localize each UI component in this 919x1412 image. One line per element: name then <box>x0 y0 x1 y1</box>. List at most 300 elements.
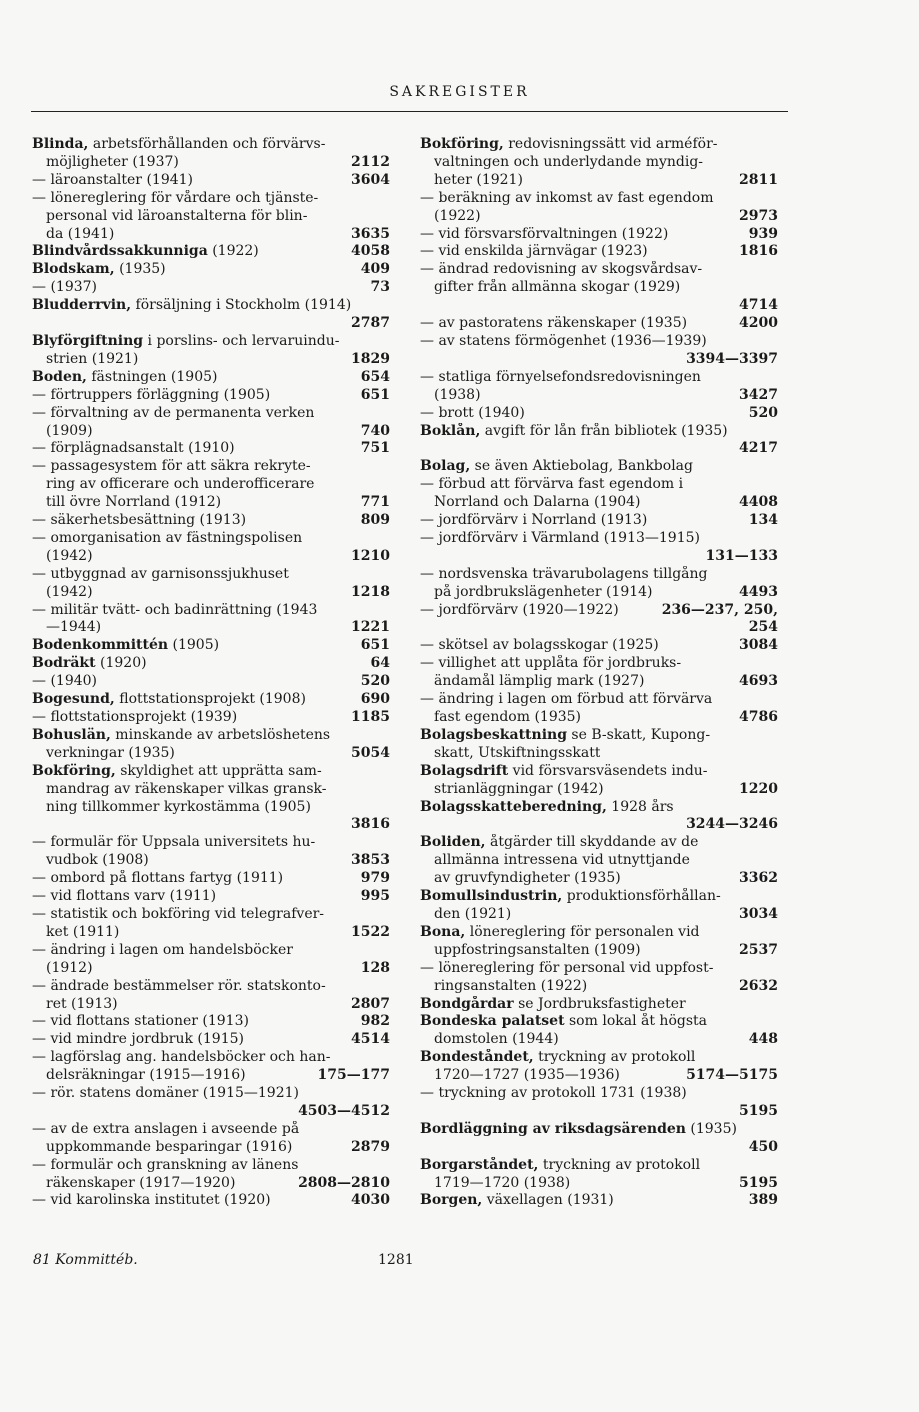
index-description: räkenskaper (1917—1920) <box>46 1174 236 1191</box>
page-reference: 3816 <box>351 816 390 833</box>
index-description: — förbud att förvärva fast egendom i <box>420 476 684 493</box>
index-entry-text <box>420 655 681 673</box>
index-entry-text <box>32 548 93 566</box>
index-line <box>420 512 778 530</box>
index-entry-text <box>32 494 221 512</box>
index-line <box>420 960 778 978</box>
index-line <box>420 387 778 405</box>
index-entry-text <box>420 637 659 655</box>
index-entry-text <box>32 387 270 405</box>
index-line <box>32 709 390 727</box>
index-description: ket (1911) <box>46 923 120 940</box>
index-description: tryckning av protokoll <box>538 1156 701 1173</box>
page-reference: 1522 <box>351 923 390 940</box>
index-line <box>32 243 390 261</box>
index-description: ringsanstalten (1922) <box>434 977 588 994</box>
page-reference: 3604 <box>351 171 390 188</box>
index-entry-text <box>32 566 289 584</box>
index-entry-text <box>420 208 481 226</box>
index-description: — jordförvärv i Värmland (1913—1915) <box>420 529 700 546</box>
index-line <box>32 1049 390 1067</box>
index-line <box>32 351 390 369</box>
index-description: — flottstationsprojekt (1939) <box>32 709 238 725</box>
index-description: 1928 års <box>606 798 674 815</box>
index-entry-text <box>32 619 101 637</box>
index-entry-text <box>420 172 523 190</box>
page-reference: 5195 <box>739 1174 778 1191</box>
page-reference: 4503—4512 <box>298 1102 390 1119</box>
index-entry-text <box>32 960 93 978</box>
page-reference: 4058 <box>351 243 390 260</box>
index-entry-text <box>32 1139 292 1157</box>
index-line <box>420 1103 778 1121</box>
index-description: uppkommande besparingar (1916) <box>46 1138 293 1155</box>
index-description: — tryckning av protokoll 1731 (1938) <box>420 1085 687 1102</box>
index-line <box>32 172 390 190</box>
index-description: — ändrad redovisning av skogsvårdsav- <box>420 261 703 278</box>
index-description: minskande av arbetslöshetens <box>110 726 331 743</box>
page-reference: 1210 <box>351 547 390 564</box>
index-description: valtningen och underlydande myndig- <box>434 153 704 170</box>
page-reference: 389 <box>748 1192 778 1209</box>
index-line <box>420 405 778 423</box>
index-description: — vid mindre jordbruk (1915) <box>32 1031 244 1048</box>
index-line <box>32 906 390 924</box>
index-description: — lönereglering för vårdare och tjänste- <box>32 189 319 206</box>
index-line <box>32 154 390 172</box>
index-description: (1905) <box>168 637 220 654</box>
index-description: allmänna intressena vid utnyttjande <box>434 852 690 869</box>
index-description: tryckning av protokoll <box>533 1049 696 1066</box>
index-line <box>420 279 778 297</box>
index-column-right <box>420 136 778 1210</box>
index-line <box>420 888 778 906</box>
index-entry-text <box>32 906 324 924</box>
index-line <box>420 297 778 315</box>
page-reference: 254 <box>748 619 778 636</box>
page-reference: 1816 <box>739 243 778 260</box>
index-entry-text <box>32 655 147 673</box>
index-line <box>32 476 390 494</box>
index-description: — jordförvärv i Norrland (1913) <box>420 512 648 529</box>
index-line <box>420 924 778 942</box>
index-entry-text <box>420 673 644 691</box>
page-reference: 651 <box>360 637 390 654</box>
page-reference: 5174—5175 <box>686 1067 778 1084</box>
page-reference: 2537 <box>739 941 778 958</box>
index-description: —1944) <box>46 619 102 636</box>
index-entry-text <box>32 1067 246 1085</box>
index-headword: Bona, <box>420 923 466 940</box>
page-reference: 450 <box>748 1138 778 1155</box>
page-reference: 2787 <box>351 315 390 332</box>
index-line <box>32 1121 390 1139</box>
index-entry-text <box>420 405 525 423</box>
index-line <box>420 655 778 673</box>
index-entry-text <box>32 136 325 154</box>
index-description: — jordförvärv (1920—1922) <box>420 601 619 618</box>
index-description: — ändrade bestämmelser rör. statskonto- <box>32 977 326 994</box>
page-reference: 4408 <box>739 494 778 511</box>
index-headword: Boliden, <box>420 834 486 851</box>
index-description: som lokal åt högsta <box>564 1013 707 1030</box>
index-description: — vid försvarsförvaltningen (1922) <box>420 225 669 242</box>
index-line <box>32 226 390 244</box>
index-line <box>420 816 778 834</box>
page-reference: 3362 <box>739 870 778 887</box>
index-entry-text <box>32 154 179 172</box>
index-line <box>32 136 390 154</box>
page-number: 1281 <box>378 1252 414 1268</box>
index-headword: Bondeståndet, <box>420 1049 534 1066</box>
index-line <box>32 996 390 1014</box>
index-description: — vid flottans stationer (1913) <box>32 1013 249 1030</box>
page-reference: 654 <box>360 368 390 385</box>
index-description: verkningar (1935) <box>46 744 175 761</box>
index-line <box>32 602 390 620</box>
index-line <box>420 369 778 387</box>
index-line <box>420 333 778 351</box>
index-entry-text <box>32 637 219 655</box>
index-line <box>32 405 390 423</box>
index-line <box>32 852 390 870</box>
index-entry-text <box>420 423 728 441</box>
index-description: da (1941) <box>46 225 115 242</box>
page-reference: 2879 <box>351 1138 390 1155</box>
index-entry-text <box>420 1031 559 1049</box>
index-entry-text <box>32 190 318 208</box>
index-line <box>32 1175 390 1193</box>
index-description: — lönereglering för personal vid uppfost- <box>420 959 714 976</box>
index-description: — statliga förnyelsefondsredovisningen <box>420 368 701 385</box>
index-line <box>420 494 778 512</box>
index-entry-text <box>32 870 283 888</box>
index-entry-text <box>32 799 311 817</box>
index-headword: Bordläggning av riksdagsärenden <box>420 1120 686 1137</box>
index-line <box>32 960 390 978</box>
index-line <box>32 297 390 315</box>
index-description: — säkerhetsbesättning (1913) <box>32 512 247 529</box>
page-reference: 520 <box>360 673 390 690</box>
page-reference: 1220 <box>739 780 778 797</box>
index-headword: Bokföring, <box>420 136 504 152</box>
index-description: skatt, Utskiftningsskatt <box>434 744 601 761</box>
index-entry-text <box>32 405 314 423</box>
index-description: 1720—1727 (1935—1936) <box>434 1067 620 1084</box>
index-headword: Bokföring, <box>32 762 116 779</box>
page-reference: 1185 <box>351 709 390 725</box>
index-description: personal vid läroanstalterna för blin- <box>46 207 308 224</box>
index-line <box>32 261 390 279</box>
index-description: produktionsförhållan- <box>562 888 721 905</box>
index-entry-text <box>32 727 330 745</box>
index-description: — förtruppers förläggning (1905) <box>32 386 271 403</box>
page-reference: 73 <box>370 279 390 296</box>
index-line <box>420 996 778 1014</box>
index-entry-text <box>420 691 712 709</box>
footer-signature: 81 Kommittéb. <box>33 1252 138 1268</box>
page-reference: 131—133 <box>705 547 778 564</box>
index-description: se Jordbruksfastigheter <box>513 995 686 1012</box>
index-description: uppfostringsanstalten (1909) <box>434 941 641 958</box>
index-entry-text <box>420 906 511 924</box>
index-entry-text <box>32 351 138 369</box>
page-reference: 134 <box>748 512 778 529</box>
page-reference: 4786 <box>739 709 778 725</box>
index-entry-text <box>32 1192 271 1210</box>
index-description: (1935) <box>685 1120 737 1137</box>
index-headword: Bogesund, <box>32 691 115 708</box>
index-description: 1719—1720 (1938) <box>434 1174 571 1191</box>
index-description: — villighet att upplåta för jordbruks- <box>420 655 682 672</box>
page-reference: 4693 <box>739 673 778 690</box>
index-entry-text <box>420 1067 620 1085</box>
index-entry-text <box>420 136 718 154</box>
index-line <box>420 423 778 441</box>
page-reference: 236—237, 250, <box>661 601 778 618</box>
page-reference: 771 <box>360 494 390 511</box>
index-entry-text <box>420 978 587 996</box>
index-line <box>32 834 390 852</box>
index-description: avgift för lån från bibliotek (1935) <box>480 422 728 439</box>
index-description: på jordbrukslägenheter (1914) <box>434 583 653 600</box>
index-entry-text <box>420 226 668 244</box>
index-entry-text <box>420 369 701 387</box>
index-description: (1922) <box>434 207 481 224</box>
index-line <box>32 870 390 888</box>
index-entry-text <box>420 1085 687 1103</box>
page-reference: 979 <box>360 870 390 887</box>
index-entry-text <box>32 1157 298 1175</box>
index-entry-text <box>32 834 315 852</box>
index-entry-text <box>420 763 708 781</box>
index-line <box>420 1175 778 1193</box>
index-description: åtgärder till skyddande av de <box>485 834 699 851</box>
index-line <box>420 476 778 494</box>
index-description: se även Aktiebolag, Bankbolag <box>470 458 693 475</box>
index-line <box>420 1085 778 1103</box>
index-line <box>32 1031 390 1049</box>
index-entry-text <box>32 440 235 458</box>
index-entry-text <box>420 458 693 476</box>
index-entry-text <box>420 333 707 351</box>
index-description: Norrland och Dalarna (1904) <box>434 494 641 511</box>
page-reference: 4030 <box>351 1192 390 1209</box>
index-entry-text <box>420 512 647 530</box>
index-description: arbetsförhållanden och förvärvs- <box>88 136 326 152</box>
index-headword: Bondeska palatset <box>420 1013 565 1030</box>
index-line <box>420 602 778 620</box>
index-entry-text <box>420 243 648 261</box>
page-reference: 651 <box>360 386 390 403</box>
index-description: gifter från allmänna skogar (1929) <box>434 279 681 296</box>
page-reference: 939 <box>748 225 778 242</box>
index-entry-text <box>32 226 114 244</box>
page-reference: 5195 <box>739 1102 778 1119</box>
index-description: — ombord på flottans fartyg (1911) <box>32 870 284 887</box>
index-description: strianläggningar (1942) <box>434 780 604 797</box>
index-line <box>420 942 778 960</box>
page-reference: 2632 <box>739 977 778 994</box>
index-line <box>420 870 778 888</box>
index-line <box>420 440 778 458</box>
index-entry-text <box>32 172 193 190</box>
index-description: den (1921) <box>434 905 512 922</box>
index-description: — lagförslag ang. handelsböcker och han- <box>32 1049 331 1066</box>
page-reference: 751 <box>360 440 390 457</box>
index-headword: Bohuslän, <box>32 726 111 743</box>
index-description: (1935) <box>114 261 166 278</box>
index-description: — omorganisation av fästningspolisen <box>32 529 303 546</box>
index-entry-text <box>32 1031 244 1049</box>
index-line <box>420 154 778 172</box>
index-line <box>32 816 390 834</box>
index-entry-text <box>32 1013 249 1031</box>
index-headword: Bolag, <box>420 458 471 475</box>
index-description: av gruvfyndigheter (1935) <box>434 870 621 887</box>
index-entry-text <box>420 834 698 852</box>
index-entry-text <box>32 476 314 494</box>
page-reference: 4493 <box>739 583 778 600</box>
index-entry-text <box>32 691 306 709</box>
index-description: (1942) <box>46 583 93 600</box>
page-reference: 4217 <box>739 440 778 457</box>
index-headword: Boklån, <box>420 422 481 439</box>
index-description: — förvaltning av de permanenta verken <box>32 404 315 421</box>
page-reference: 520 <box>748 404 778 421</box>
index-description: växellagen (1931) <box>482 1192 614 1209</box>
index-description: försäljning i Stockholm (1914) <box>131 297 352 314</box>
index-entry-text <box>420 799 674 817</box>
index-description: heter (1921) <box>434 171 523 188</box>
index-line <box>420 673 778 691</box>
index-description: fast egendom (1935) <box>434 709 582 725</box>
index-description: — passagesystem för att säkra rekryte- <box>32 458 311 475</box>
index-entry-text <box>420 745 600 763</box>
index-entry-text <box>32 208 307 226</box>
index-description: flottstationsprojekt (1908) <box>114 691 306 708</box>
index-line <box>420 1031 778 1049</box>
index-entry-text <box>32 243 259 261</box>
index-description: — vid enskilda järnvägar (1923) <box>420 243 648 260</box>
index-description: ning tillkommer kyrkostämma (1905) <box>46 798 311 815</box>
index-entry-text <box>32 996 118 1014</box>
index-description: vudbok (1908) <box>46 852 149 869</box>
index-description: (1938) <box>434 386 481 403</box>
page-reference: 3635 <box>351 225 390 242</box>
index-description: — (1940) <box>32 673 98 690</box>
index-line <box>420 781 778 799</box>
index-entry-text <box>420 1175 570 1193</box>
index-headword: Bludderrvin, <box>32 297 132 314</box>
index-entry-text <box>32 423 93 441</box>
index-entry-text <box>420 709 581 727</box>
index-entry-text <box>420 960 713 978</box>
index-line <box>32 584 390 602</box>
index-headword: Blodskam, <box>32 261 115 278</box>
index-description: — formulär och granskning av länens <box>32 1156 299 1173</box>
index-headword: Blyförgiftning <box>32 332 144 349</box>
index-line <box>32 1013 390 1031</box>
index-line <box>32 691 390 709</box>
page-reference: 2808—2810 <box>298 1174 390 1191</box>
index-description: se B-skatt, Kupong- <box>566 726 711 743</box>
index-line <box>420 852 778 870</box>
index-headword: Bodräkt <box>32 655 96 672</box>
index-description: fästningen (1905) <box>86 368 218 385</box>
index-entry-text <box>420 602 619 620</box>
index-line <box>420 637 778 655</box>
index-description: — vid karolinska institutet (1920) <box>32 1192 271 1209</box>
index-entry-text <box>32 369 218 387</box>
index-headword: Bondgårdar <box>420 995 514 1012</box>
index-line <box>32 924 390 942</box>
index-description: (1920) <box>95 655 147 672</box>
index-description: — av pastoratens räkenskaper (1935) <box>420 315 688 332</box>
index-description: (1942) <box>46 547 93 564</box>
page-reference: 1221 <box>351 619 390 636</box>
index-line <box>420 584 778 602</box>
page-header: SAKREGISTER <box>389 84 530 100</box>
index-line <box>420 548 778 566</box>
index-line <box>32 440 390 458</box>
page-reference: 448 <box>748 1031 778 1048</box>
index-description: — beräkning av inkomst av fast egendom <box>420 189 714 206</box>
index-description: — (1937) <box>32 279 98 296</box>
index-entry-text <box>32 763 322 781</box>
index-line <box>32 1103 390 1121</box>
index-line <box>32 637 390 655</box>
index-line <box>32 566 390 584</box>
index-entry-text <box>420 1121 737 1139</box>
page-reference: 3244—3246 <box>686 816 778 833</box>
index-line <box>32 781 390 799</box>
index-line <box>32 1192 390 1210</box>
index-entry-text <box>420 888 721 906</box>
index-line <box>32 1067 390 1085</box>
index-entry-text <box>420 154 703 172</box>
page-reference: 4200 <box>739 315 778 332</box>
index-line <box>32 494 390 512</box>
index-description: — läroanstalter (1941) <box>32 171 193 188</box>
index-description: (1912) <box>46 959 93 976</box>
page-reference: 690 <box>360 691 390 708</box>
index-description: skyldighet att upprätta sam- <box>115 762 322 779</box>
page-reference: 5054 <box>351 744 390 761</box>
index-line <box>32 745 390 763</box>
index-line <box>420 1121 778 1139</box>
page-reference: 809 <box>360 512 390 529</box>
page-reference: 740 <box>360 422 390 439</box>
page-reference: 2811 <box>739 171 778 188</box>
index-entry-text <box>420 1013 707 1031</box>
page-reference: 409 <box>360 261 390 278</box>
index-line <box>420 1139 778 1157</box>
index-description: — ändring i lagen om handelsböcker <box>32 941 293 958</box>
index-description: — utbyggnad av garnisonssjukhuset <box>32 565 289 582</box>
page-reference: 3034 <box>739 905 778 922</box>
index-description: — militär tvätt- och badinrättning (1943 <box>32 601 318 618</box>
index-entry-text <box>32 924 119 942</box>
index-entry-text <box>32 297 351 315</box>
index-line <box>420 208 778 226</box>
page-reference: 128 <box>360 959 390 976</box>
page-reference: 4714 <box>739 297 778 314</box>
index-line <box>32 1157 390 1175</box>
index-headword: Blinda, <box>32 136 89 152</box>
index-line <box>32 942 390 960</box>
page-reference: 1829 <box>351 350 390 367</box>
